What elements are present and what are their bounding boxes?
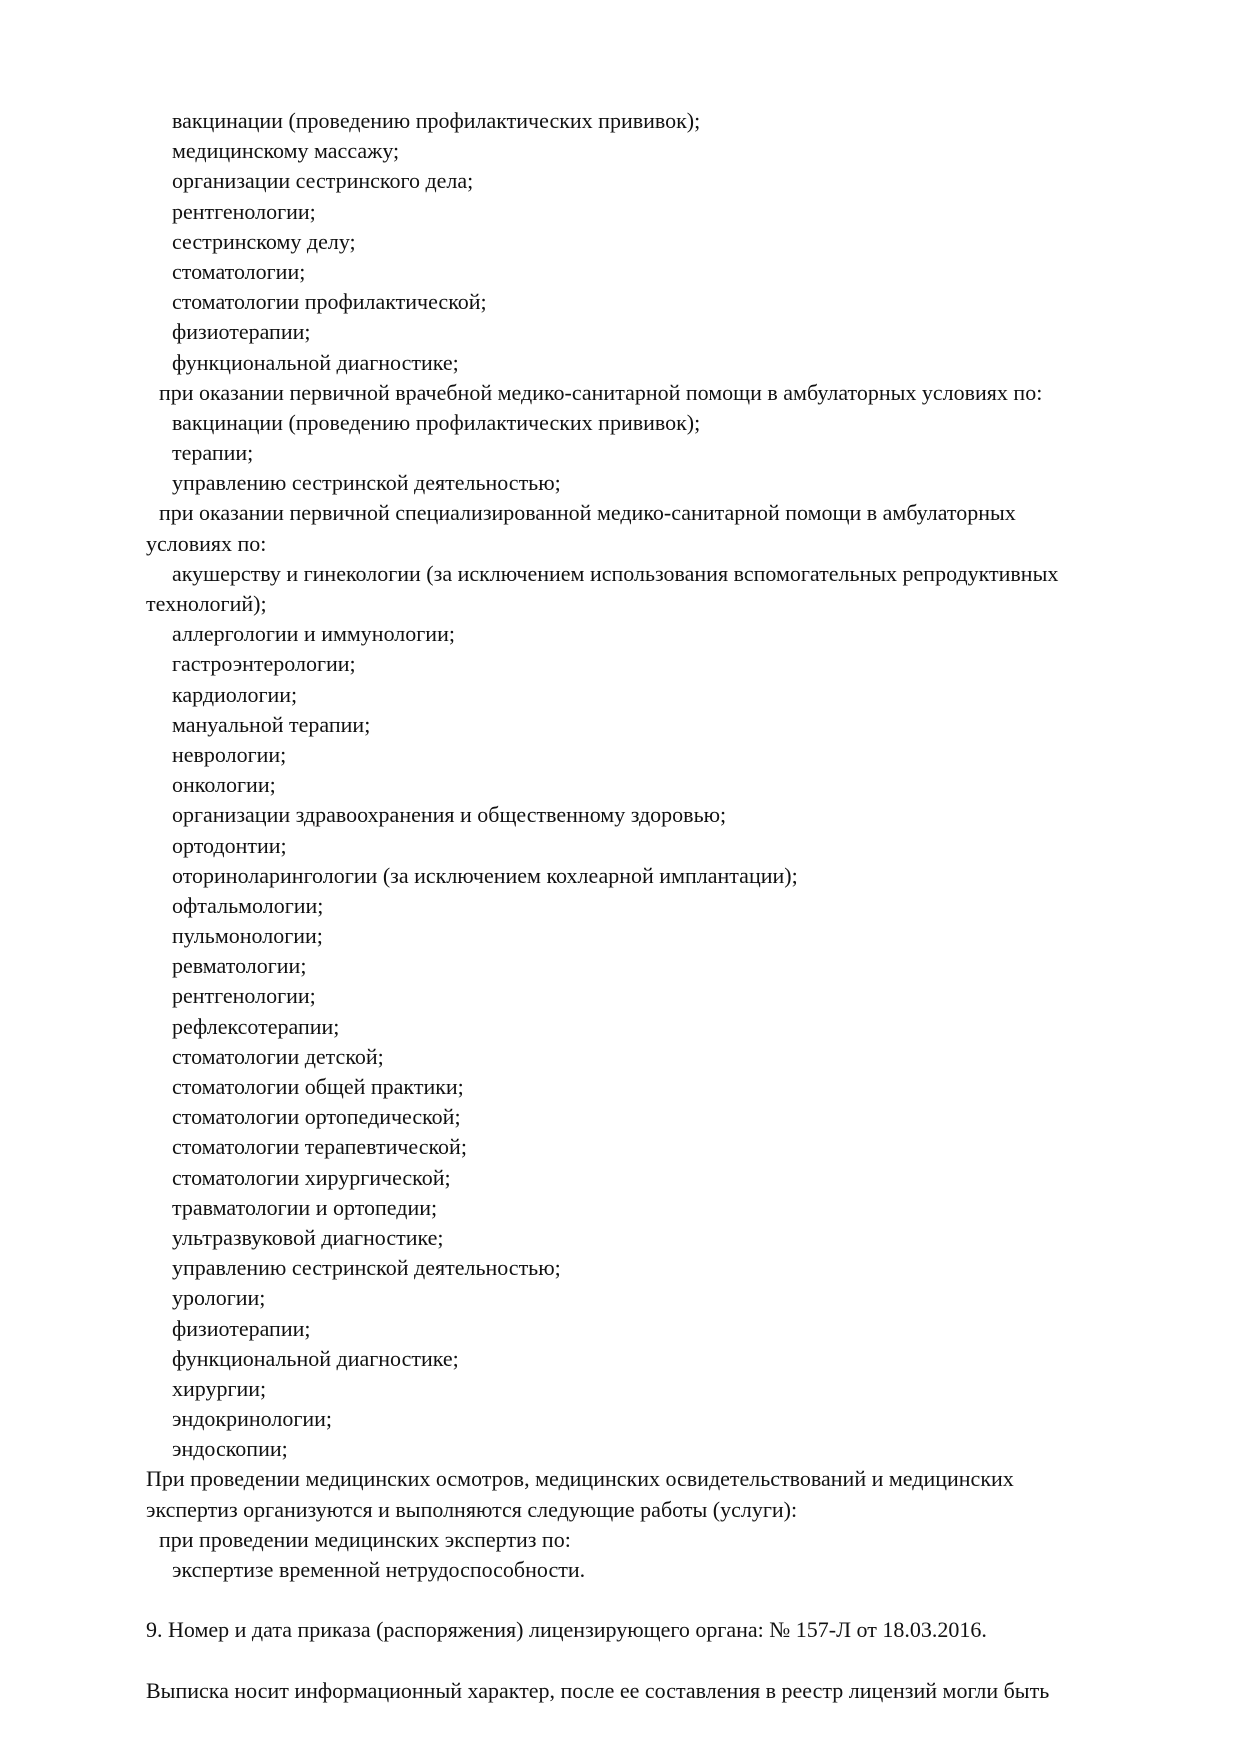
list-item: медицинскому массажу;	[172, 138, 400, 164]
list-item: физиотерапии;	[172, 319, 311, 345]
list-item: офтальмологии;	[172, 892, 324, 918]
list-item: стоматологии хирургической;	[172, 1164, 451, 1190]
section-intro: При проведении медицинских осмотров, медицинских освидетельствований и медицинских	[146, 1466, 1014, 1492]
license-extract-body	[146, 106, 1186, 1706]
paragraph-gap	[146, 1646, 1186, 1676]
list-item: управлению сестринской деятельностью;	[172, 470, 561, 496]
list-item: эндокринологии;	[172, 1406, 333, 1432]
primary-specialized-section	[146, 498, 1186, 1464]
list-item: пульмонологии;	[172, 923, 323, 949]
list-item: рентгенологии;	[172, 983, 316, 1009]
list-item: кардиологии;	[172, 681, 298, 707]
list-item: физиотерапии;	[172, 1315, 311, 1341]
list-item: оториноларингологии (за исключением кохлеарной имплантации);	[172, 862, 798, 888]
paragraph-gap	[146, 1585, 1186, 1615]
list-item: сестринскому делу;	[172, 228, 356, 254]
list-item: ультразвуковой диагностике;	[172, 1224, 444, 1250]
list-item: терапии;	[172, 440, 254, 466]
list-item: стоматологии ортопедической;	[172, 1104, 461, 1130]
primary-physician-section	[146, 378, 1186, 499]
list-item: онкологии;	[172, 772, 276, 798]
list-item: организации сестринского дела;	[172, 168, 474, 194]
list-item: стоматологии;	[172, 258, 306, 284]
list-item: неврологии;	[172, 741, 287, 767]
primary-services-list	[146, 106, 1186, 378]
examinations-section	[146, 1464, 1186, 1585]
section-intro-continuation: экспертиз организуются и выполняются следующие работы (услуги):	[146, 1496, 798, 1522]
list-item: ревматологии;	[172, 953, 307, 979]
list-item: стоматологии профилактической;	[172, 289, 487, 315]
list-item: урологии;	[172, 1285, 266, 1311]
order-number-and-date: 9. Номер и дата приказа (распоряжения) лицензирующего органа: № 157-Л от 18.03.2016.	[146, 1617, 987, 1643]
list-item: стоматологии терапевтической;	[172, 1134, 467, 1160]
list-item: эндоскопии;	[172, 1436, 288, 1462]
list-item: травматологии и ортопедии;	[172, 1194, 438, 1220]
list-item: рентгенологии;	[172, 198, 316, 224]
list-item: функциональной диагностике;	[172, 349, 459, 375]
list-item: экспертизе временной нетрудоспособности.	[172, 1557, 586, 1582]
list-item: вакцинации (проведению профилактических прививок);	[172, 409, 701, 435]
section-heading: при оказании первичной специализированной медико-санитарной помощи в амбулаторных	[159, 500, 1016, 526]
list-item: рефлексотерапии;	[172, 1013, 340, 1039]
list-item: акушерству и гинекологии (за исключением использования вспомогательных репродуктивных	[172, 560, 1059, 586]
list-item: ортодонтии;	[172, 832, 287, 858]
list-item: мануальной терапии;	[172, 711, 371, 737]
section-heading-continuation: условиях по:	[146, 530, 267, 556]
section-heading: при проведении медицинских экспертиз по:	[159, 1526, 571, 1552]
list-item: функциональной диагностике;	[172, 1345, 459, 1371]
list-item: хирургии;	[172, 1375, 267, 1401]
footer-note: Выписка носит информационный характер, после ее составления в реестр лицензий могли быть	[146, 1677, 1050, 1703]
list-item: управлению сестринской деятельностью;	[172, 1255, 561, 1281]
list-item: вакцинации (проведению профилактических прививок);	[172, 108, 701, 133]
section-heading: при оказании первичной врачебной медико-санитарной помощи в амбулаторных условиях по:	[159, 379, 1043, 405]
list-item: стоматологии детской;	[172, 1043, 384, 1069]
list-item: гастроэнтерологии;	[172, 651, 356, 677]
list-item: аллергологии и иммунологии;	[172, 621, 455, 647]
list-item: стоматологии общей практики;	[172, 1074, 464, 1099]
list-item-continuation: технологий);	[146, 591, 267, 616]
list-item: организации здравоохранения и общественному здоровью;	[172, 802, 727, 828]
